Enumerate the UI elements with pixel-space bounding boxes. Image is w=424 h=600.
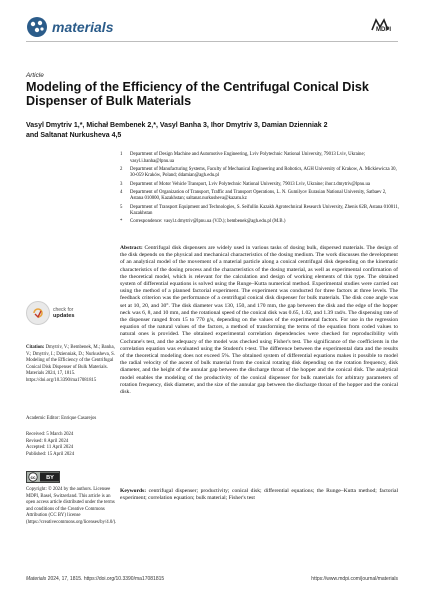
affiliation-number: * <box>120 219 123 225</box>
author-line: and Saltanat Nurkusheva 4,5 <box>26 131 122 139</box>
journal-name: materials <box>52 19 114 35</box>
affiliation-number: 4 <box>120 189 123 195</box>
abstract <box>120 245 398 396</box>
footer-citation <box>26 576 164 582</box>
journal-logo-icon <box>26 16 48 38</box>
by-text: BY <box>46 475 54 482</box>
keywords-label: Keywords: <box>120 488 147 494</box>
publisher-logo[interactable] <box>370 17 400 33</box>
abstract-text: Centrifugal disk dispensers are widely used in various tasks of dosing bulk, dispersed materials. The design of the disk depends on the physical and mechanical characteristics of the dosing medium. The work discusses the development of an analytical model of the movement of a material particle along a conical centrifugal disk depending on the kinematic characteristics of the dosing process and the characteristics of the dosing material, as well as experimental confirmation of the theoretical model, which is relevant for the calculation and design of working elements of this type. The obtained system of differential equations is solved using the Runge–Kutta numerical method. Experimental studies were carried out using the method of a planned factorial experiment. The experiment was conducted for three factors at three levels. The feedback criterion was the performance of a centrifugal conical disk dispenser for bulk materials. The disk cone angle was set at 10, 20, and 30°. The disk diameter was 130, 150, and 170 mm, the gap between the disk and the edge of the hopper neck was 6, 8, and 10 mm, and the rotational speed of the conical disk was 0.65, 1.02, and 1.39 rad/s. The dispensing rate of the dispenser ranged from 15 to 770 g/s, depending on the values of the experimental factors. For use in the regression equation of the natural values of the factors, a method of transforming the terms of the equation from coded values to natural ones is provided. The obtained experimental correlation dependencies were checked for reproducibility with Cochrane's test, and the adequacy of the model was checked using Fisher's test. The significance of the coefficients in the correlation equation was evaluated using the Student's t-test. The difference between the experimental data and the results of the theoretical modeling does not exceed 5%. The obtained system of differential equations makes it possible to model the radial velocity of the ascent of bulk material from the conical rotating disk depending on the rotation frequency, disk diameter, and the height of the annular gap between the discharge throat of the hopper and the conical disk. The analytical model enables the modeling of the productivity of the conical dispenser for bulk materials for arbitrary parameters of rotation frequency, disk diameter, and the size of the annular gap between the discharge throat of the hopper and the conical disk. <box>120 245 398 396</box>
affiliation-text: Department of Design Machine and Automotive Engineering, Lviv Polytechnic National University, 79013 Lviv, Ukraine; vasyl.i.banha@lpnu.ua <box>130 152 365 164</box>
keywords <box>120 488 398 502</box>
citation-block <box>26 345 116 385</box>
check-updates-icon <box>26 301 50 325</box>
affiliation-item <box>120 167 400 180</box>
article-dates <box>26 432 116 458</box>
footer-citation-rest[interactable]: 2024, 17, 1815. https://doi.org/10.3390/ma17081815 <box>47 576 165 582</box>
citation-label: Citation: <box>26 345 45 350</box>
affiliation-text: Department of Manufacturing Systems, Faculty of Mechanical Engineering and Robotics, AGH University of Krakow, A. Mickiewicza 30, 30-059 Kraków, Poland; ddamian@agh.edu.pl <box>130 166 397 179</box>
footer-journal: Materials <box>26 576 47 582</box>
affiliation-item <box>120 152 400 165</box>
received-date: Received: 5 March 2024 <box>26 432 74 437</box>
editor-label: Academic Editor: <box>26 416 60 421</box>
page-footer <box>26 576 398 582</box>
check-updates-line2: updates <box>53 313 75 319</box>
author-line: Vasyl Dmytriv 1,*, Michał Bembenek 2,*, Vasyl Banha 3, Ihor Dmytriv 3, Damian Dzienniak 2 <box>26 122 328 129</box>
abstract-label: Abstract: <box>120 245 143 251</box>
revised-date: Revised: 8 April 2024 <box>26 438 69 444</box>
affiliation-number: 2 <box>120 166 123 172</box>
publisher-name: MDPI <box>376 27 391 33</box>
footer-journal-url[interactable]: https://www.mdpi.com/journal/materials <box>311 576 398 582</box>
affiliation-item <box>120 182 400 189</box>
correspondence-item <box>120 219 400 226</box>
keywords-text: centrifugal dispenser; productivity; conical disk; differential equations; the Runge–Kutta method; factorial experiment; correlation equation; bulk material; Fisher's test <box>120 488 399 502</box>
affiliations <box>120 152 400 228</box>
affiliation-item <box>120 205 400 218</box>
cc-text: cc <box>30 474 36 480</box>
copyright-notice: Copyright: © 2024 by the authors. Licensee MDPI, Basel, Switzerland. This article is an open access article distributed under the terms and conditions of the Creative Commons Attribution (CC BY) license (https://creativecommons.org/licenses/by/4.0/). <box>26 487 117 525</box>
affiliation-text: Department of Motor Vehicle Transport, Lviv Polytechnic National University, 79013 Lviv, Ukraine; ihor.t.dmytriv@lpnu.ua <box>130 181 371 187</box>
published-date: Published: 15 April 2024 <box>26 451 75 457</box>
check-updates-line1: check for <box>53 307 74 313</box>
publisher-logo-icon <box>370 17 400 33</box>
affiliation-text: Department of Transport Equipment and Technologies, S. Seifullin Kazakh Agrotechnical Research University, Zhenis 62B, Astana 010011, Kazakhstan <box>130 204 399 217</box>
header-divider <box>26 41 398 42</box>
article-title: Modeling of the Efficiency of the Centrifugal Conical Disk Dispenser of Bulk Materials <box>26 80 369 108</box>
affiliation-number: 1 <box>120 152 123 157</box>
academic-editor <box>26 416 116 423</box>
affiliation-number: 5 <box>120 204 123 210</box>
journal-logo[interactable] <box>26 16 113 38</box>
accepted-date: Accepted: 11 April 2024 <box>26 445 74 451</box>
correspondence-text: Correspondence: vasyl.t.dmytriv@lpnu.ua (V.D.); bembenek@agh.edu.pl (M.B.) <box>130 219 286 225</box>
check-updates-label <box>53 307 74 319</box>
editor-name: Enrique Casarejos <box>61 416 97 421</box>
affiliation-item <box>120 190 400 203</box>
check-for-updates-button[interactable] <box>26 296 86 330</box>
affiliation-number: 3 <box>120 181 123 187</box>
affiliation-text: Department of Organization of Transport, Traffic and Transport Operations, L. N. Gumilyov Eurasian National University, Satbaev 2, Astana 010000, Kazakhstan; saltanat.nurkusheva@kazatu.kz <box>130 189 387 202</box>
cc-by-license-icon[interactable] <box>26 471 60 483</box>
citation-text: Dmytriv, V.; Bembenek, M.; Banha, V.; Dmytriv, I.; Dzienniak, D.; Nurkusheva, S. Modeling of the Efficiency of the Centrifugal Conical Disk Dispenser of Bulk Materials. Materials 2024, 17, 1815. https://doi.org/10.3390/ma17081815 <box>26 345 115 383</box>
author-list <box>26 121 396 140</box>
article-type: Article <box>26 72 44 79</box>
